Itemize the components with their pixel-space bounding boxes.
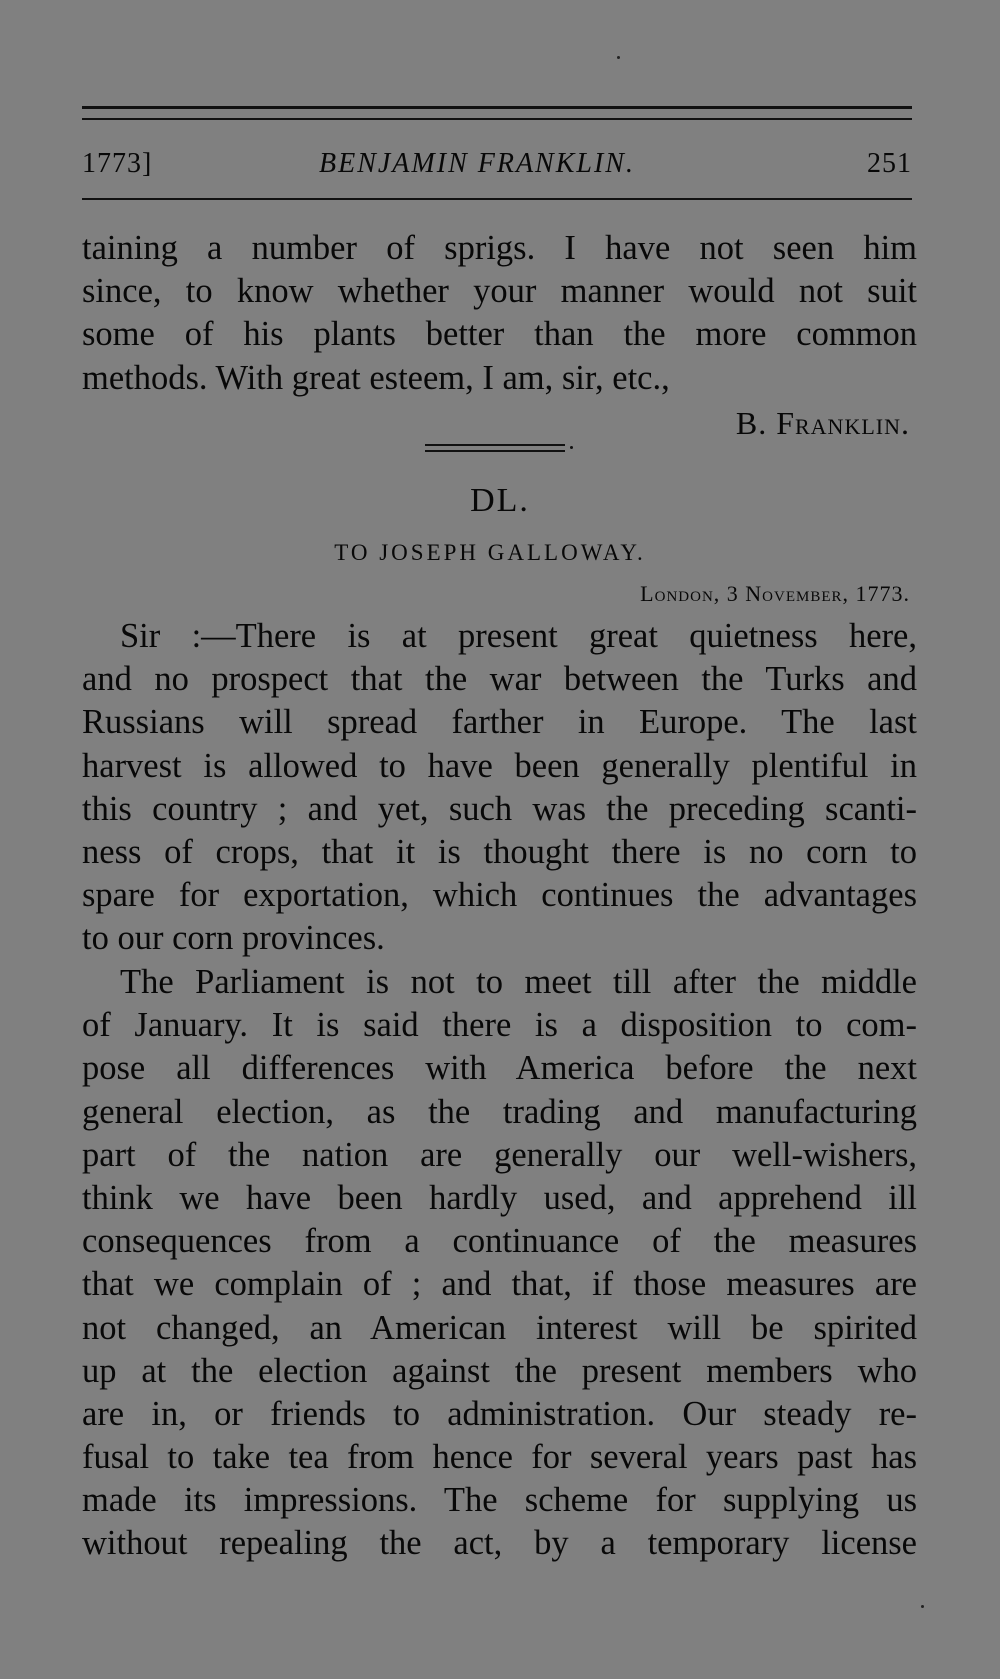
page-number: 251 <box>867 148 912 179</box>
text-line: think we have been hardly used, and apprehend ill <box>82 1178 917 1217</box>
header-rule-top-1 <box>82 106 912 109</box>
text-line: methods. With great esteem, I am, sir, etc., <box>82 358 670 397</box>
text-line: not changed, an American interest will be spirited <box>82 1308 917 1347</box>
letter-paragraph-2 <box>82 961 917 1566</box>
letter-addressee: TO JOSEPH GALLOWAY. <box>334 540 646 565</box>
header-rule-top-2 <box>82 118 912 120</box>
scan-speck <box>617 56 620 59</box>
header-year: 1773] <box>82 148 153 179</box>
scan-speck <box>921 1605 924 1608</box>
separator-dot <box>570 446 573 449</box>
text-line: pose all differences with America before the next <box>82 1049 917 1088</box>
text-line: part of the nation are generally our well-wishers, <box>82 1135 917 1174</box>
text-line: are in, or friends to administration. Our steady re- <box>82 1394 917 1433</box>
letter-dateline: London, 3 November, 1773. <box>640 581 910 606</box>
text-line: of January. It is said there is a disposition to com- <box>82 1006 917 1045</box>
header-title: BENJAMIN FRANKLIN. <box>319 148 635 179</box>
text-line: general election, as the trading and manufacturing <box>82 1092 917 1131</box>
text-line: to our corn provinces. <box>82 919 385 958</box>
letter-numeral: DL. <box>470 482 530 519</box>
continuation-paragraph <box>82 227 917 400</box>
running-header <box>82 142 912 186</box>
text-line: ness of crops, that it is thought there is no corn to <box>82 832 917 871</box>
text-line: up at the election against the present members who <box>82 1351 917 1390</box>
signature: B. Franklin. <box>735 405 910 441</box>
section-separator-lower <box>425 450 565 452</box>
text-line: that we complain of ; and that, if those measures are <box>82 1265 917 1304</box>
text-line: taining a number of sprigs. I have not seen him <box>82 229 917 267</box>
header-rule-bottom <box>82 198 912 200</box>
text-line: made its impressions. The scheme for supplying us <box>82 1481 917 1520</box>
text-line: spare for exportation, which continues the advantages <box>82 876 917 915</box>
letter-paragraph-1 <box>82 615 917 961</box>
text-line: consequences from a continuance of the measures <box>82 1222 917 1261</box>
section-separator <box>425 444 565 446</box>
text-line: without repealing the act, by a temporary license <box>82 1524 917 1563</box>
text-line: fusal to take tea from hence for several years past has <box>82 1438 917 1477</box>
text-line: harvest is allowed to have been generally plentiful in <box>82 746 917 785</box>
text-line: Russians will spread farther in Europe. The last <box>82 703 917 742</box>
text-line: The Parliament is not to meet till after the middle <box>120 963 917 1001</box>
text-line: this country ; and yet, such was the preceding scanti- <box>82 789 917 828</box>
text-line: since, to know whether your manner would not suit <box>82 272 917 311</box>
text-line: and no prospect that the war between the Turks and <box>82 660 917 699</box>
text-line: some of his plants better than the more common <box>82 315 917 354</box>
text-line: Sir :—There is at present great quietness here, <box>120 617 917 655</box>
